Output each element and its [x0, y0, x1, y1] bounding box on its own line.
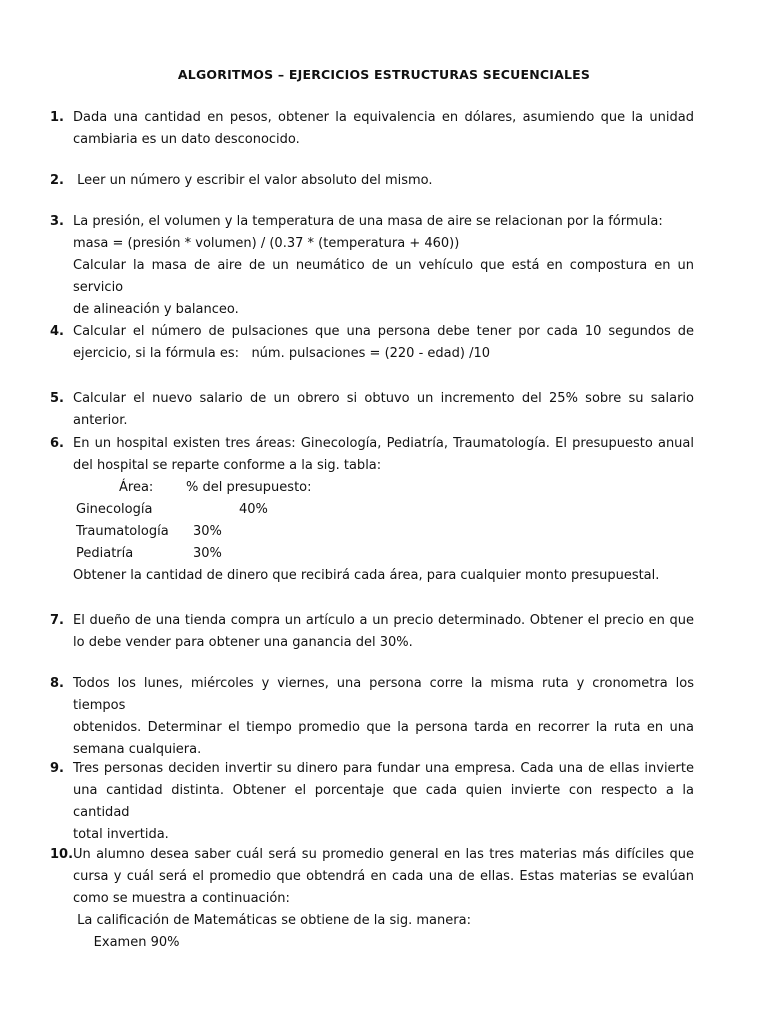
table-cell-percent: 30% [193, 546, 222, 561]
exercise-number: 7. [50, 613, 64, 628]
exercise-text-line: La calificación de Matemáticas se obtiene de la sig. manera: [73, 913, 471, 928]
exercise-4 [50, 321, 694, 365]
budget-table-header [73, 477, 694, 499]
exercise-9 [50, 758, 694, 846]
exercise-number: 6. [50, 436, 64, 451]
exercise-text-line: Leer un número y escribir el valor absoluto del mismo. [73, 173, 433, 188]
exercise-1 [50, 107, 694, 151]
table-header-area: Área: [119, 480, 154, 495]
exercise-text-line: Examen 90% [73, 935, 180, 950]
exercise-text-line: En un hospital existen tres áreas: Ginecología, Pediatría, Traumatología. El presupuesto anual [73, 436, 694, 451]
exercise-number: 5. [50, 391, 64, 406]
exercise-text-line: La presión, el volumen y la temperatura de una masa de aire se relacionan por la fórmula: [73, 214, 663, 229]
exercise-2 [50, 170, 694, 192]
formula-line: masa = (presión * volumen) / (0.37 * (temperatura + 460)) [73, 236, 460, 251]
exercise-7 [50, 610, 694, 654]
exercise-text-line: Calcular la masa de aire de un neumático de un vehículo que está en compostura en un servicio [73, 258, 694, 295]
exercise-number: 9. [50, 761, 64, 776]
exercise-text-line: Obtener la cantidad de dinero que recibirá cada área, para cualquier monto presupuestal. [73, 568, 660, 583]
exercise-number: 2. [50, 173, 64, 188]
table-cell-area: Traumatología [76, 524, 169, 539]
exercise-number: 1. [50, 110, 64, 125]
exercise-number: 3. [50, 214, 64, 229]
table-cell-percent: 40% [239, 502, 268, 517]
exercise-text-line: obtenidos. Determinar el tiempo promedio que la persona tarda en recorrer la ruta en una [73, 720, 694, 735]
exercise-text-line: Todos los lunes, miércoles y viernes, una persona corre la misma ruta y cronometra los tiempos [73, 676, 694, 713]
exercise-text-line: total invertida. [73, 827, 169, 842]
table-row [73, 521, 694, 543]
exercise-text-line: Calcular el nuevo salario de un obrero si obtuvo un incremento del 25% sobre su salario anterior. [73, 391, 694, 428]
exercise-text-line: semana cualquiera. [73, 742, 202, 757]
table-row [73, 499, 694, 521]
exercise-text-line: cambiaria es un dato desconocido. [73, 132, 300, 147]
exercise-number: 8. [50, 676, 64, 691]
exercise-text-line: del hospital se reparte conforme a la sig. tabla: [73, 458, 382, 473]
exercise-text-line: Tres personas deciden invertir su dinero para fundar una empresa. Cada una de ellas invierte [73, 761, 694, 776]
exercise-text-line: como se muestra a continuación: [73, 891, 290, 906]
exercise-text-line: Dada una cantidad en pesos, obtener la equivalencia en dólares, asumiendo que la unidad [73, 110, 694, 125]
exercise-text-line: una cantidad distinta. Obtener el porcentaje que cada quien invierte con respecto a la cantidad [73, 783, 694, 820]
table-cell-area: Pediatría [76, 546, 134, 561]
exercise-5 [50, 388, 694, 432]
exercise-10 [50, 844, 694, 954]
document-title: ALGORITMOS – EJERCICIOS ESTRUCTURAS SECUENCIALES [177, 67, 591, 82]
table-cell-area: Ginecología [76, 502, 153, 517]
exercise-text-line: lo debe vender para obtener una ganancia del 30%. [73, 635, 413, 650]
exercise-text-line: cursa y cuál será el promedio que obtendrá en cada una de ellas. Estas materias se evalúan [73, 869, 694, 884]
exercise-text-line: Calcular el número de pulsaciones que una persona debe tener por cada 10 segundos de [73, 324, 694, 339]
exercise-text-line: de alineación y balanceo. [73, 302, 239, 317]
exercise-6 [50, 433, 694, 587]
exercise-text-line: ejercicio, si la fórmula es: núm. pulsaciones = (220 - edad) /10 [73, 346, 491, 361]
table-row [73, 543, 694, 565]
exercise-number: 10. [50, 847, 74, 862]
exercise-text-line: Un alumno desea saber cuál será su promedio general en las tres materias más difíciles que [73, 847, 694, 862]
exercise-8 [50, 673, 694, 761]
table-cell-percent: 30% [193, 524, 222, 539]
exercise-number: 4. [50, 324, 64, 339]
exercise-3 [50, 211, 694, 321]
budget-table [73, 477, 694, 565]
exercise-text-line: El dueño de una tienda compra un artículo a un precio determinado. Obtener el precio en que [73, 613, 694, 628]
table-header-percent: % del presupuesto: [186, 480, 312, 495]
